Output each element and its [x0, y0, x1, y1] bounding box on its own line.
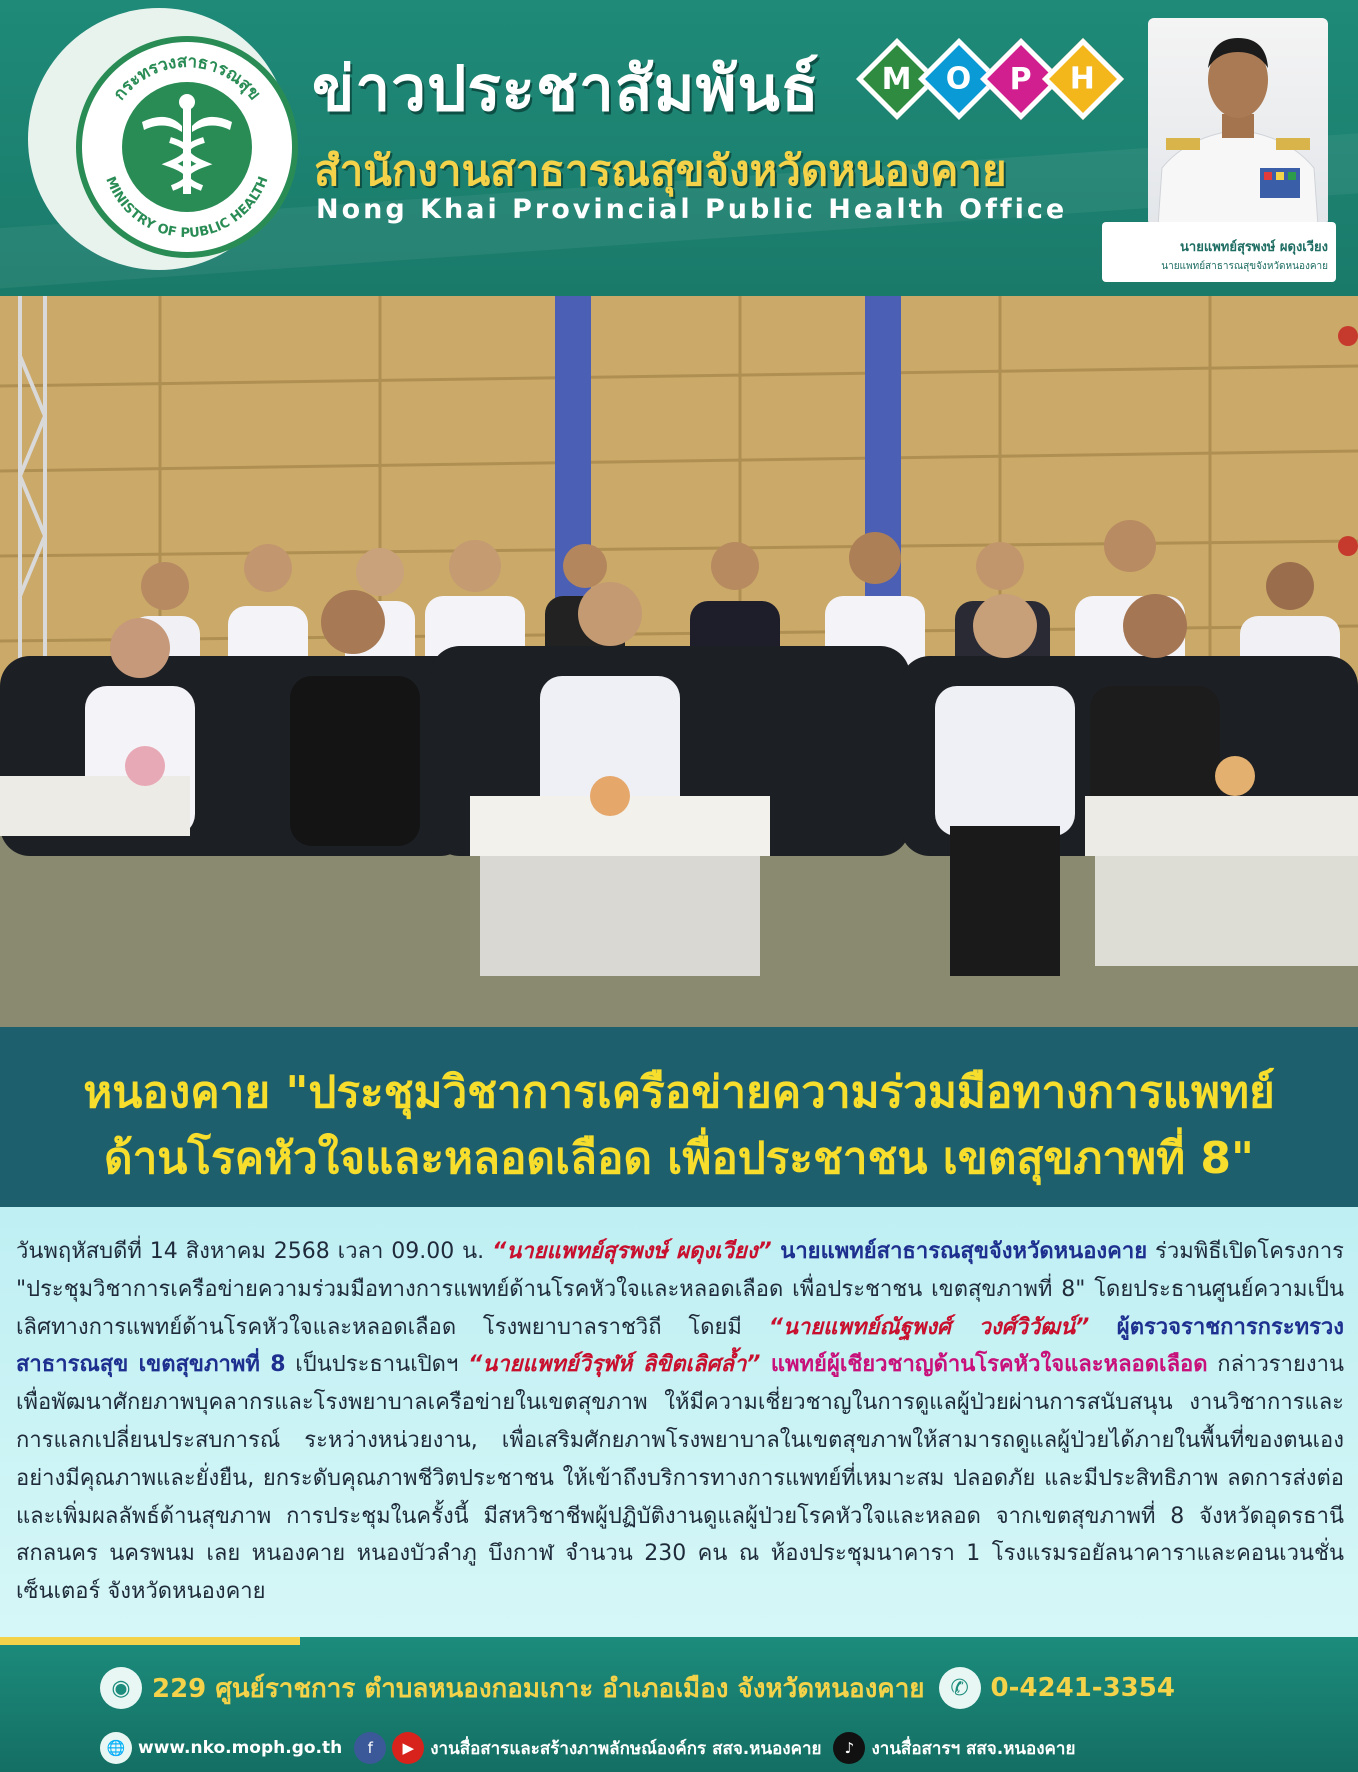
caduceus-icon	[122, 82, 252, 212]
office-name-english: Nong Khai Provincial Public Health Office	[316, 194, 1068, 225]
moph-letter: P	[980, 38, 1062, 120]
header-banner	[0, 0, 1358, 296]
footer-social-row	[100, 1731, 1087, 1765]
headline-line-1: หนองคาย "ประชุมวิชาการเครือข่ายความร่วมมือทางการแพทย์	[83, 1067, 1275, 1118]
moph-letter: H	[1042, 38, 1124, 120]
facebook-icon[interactable]: f	[354, 1732, 386, 1764]
svg-text:กระทรวงสาธารณสุข: กระทรวงสาธารณสุข	[109, 51, 265, 105]
person-title-1: นายแพทย์สาธารณสุขจังหวัดหนองคาย	[771, 1239, 1148, 1264]
svg-text:MINISTRY OF PUBLIC HEALTH: MINISTRY OF PUBLIC HEALTH	[102, 174, 272, 242]
body-paragraph: วันพฤหัสบดีที่ 14 สิงหาคม 2568 เวลา 09.00 น. “นายแพทย์สุรพงษ์ ผดุงเวียง” นายแพทย์สาธารณสุขจังหวัดหนองคาย ร่วมพิธีเปิดโครงการ "ประชุมวิชาการเครือข่ายความร่วมมือทางการแพทย์ด้านโรคหัวใจและหลอดเลือด เพื่อประชาชน เขตสุขภาพที่ 8" โดยประธานศูนย์ความเป็นเลิศทางการแพทย์ด้านโรคหัวใจและหลอดเลือด โรงพยาบาลราชวิถี โดยมี “นายแพทย์ณัฐพงศ์ วงศ์วิวัฒน์” ผู้ตรวจราชการกระทรวงสาธารณสุข เขตสุขภาพที่ 8 เป็นประธานเปิดฯ “นายแพทย์วิรุฬห์ ลิขิตเลิศล้ำ” แพทย์ผู้เชียวชาญด้านโรคหัวใจและหลอดเลือด กล่าวรายงาน เพื่อพัฒนาศักยภาพบุคลากรและโรงพยาบาลเครือข่ายในเขตสุขภาพ ให้มีความเชี่ยวชาญในการดูแลผู้ป่วยผ่านการสนับสนุน งานวิชาการและการแลกเปลี่ยนประสบการณ์ ระหว่างหน่วยงาน, เพื่อเสริมศักยภาพโรงพยาบาลในเขตสุขภาพให้สามารถดูแลผู้ป่วยได้ภายในพื้นที่ของตนเองอย่างมีคุณภาพและยั่งยืน, ยกระดับคุณภาพชีวิตประชาชน ให้เข้าถึงบริการทางการแพทย์ที่เหมาะสม ปลอดภัย และมีประสิทธิภาพ ลดการส่งต่อ และเพิ่มผลลัพธ์ด้านสุขภาพ การประชุมในครั้งนี้ มีสหวิชาชีพผู้ปฏิบัติงานดูแลผู้ป่วยโรคหัวใจและหลอด จากเขตสุขภาพที่ 8 จังหวัดอุดรธานี สกลนคร นครพนม เลย หนองคาย หนองบัวลำภู บึงกาฬ จำนวน 230 คน ณ ห้องประชุมนาคารา 1 โรงแรมรอยัลนาคาราและคอนเวนชั่นเซ็นเตอร์ จังหวัดหนองคาย	[16, 1239, 1344, 1605]
phone-icon: ✆	[939, 1667, 981, 1709]
footer-address-row	[100, 1665, 1175, 1711]
official-position: นายแพทย์สาธารณสุขจังหวัดหนองคาย	[1161, 261, 1328, 272]
tiktok-link[interactable]: งานสื่อสารฯ สสจ.หนองคาย	[871, 1738, 1076, 1759]
page-title: ข่าวประชาสัมพันธ์	[312, 52, 820, 125]
person-name-2: “นายแพทย์ณัฐพงศ์ วงศ์วิวัฒน์”	[768, 1314, 1090, 1340]
official-portrait	[1148, 18, 1328, 226]
moph-logo	[76, 36, 298, 258]
person-title-2: ผู้ตรวจราชการกระทรวงสาธารณสุข เขตสุขภาพที่ 8	[16, 1314, 1344, 1378]
official-name: นายแพทย์สุรพงษ์ ผดุงเวียง	[1180, 240, 1328, 255]
person-name-1: “นายแพทย์สุรพงษ์ ผดุงเวียง”	[492, 1239, 772, 1264]
footer-accent-bar	[0, 1637, 300, 1645]
office-phone[interactable]: 0-4241-3354	[990, 1673, 1175, 1703]
office-name-thai: สำนักงานสาธารณสุขจังหวัดหนองคาย	[314, 146, 1007, 195]
person-title-3: แพทย์ผู้เชียวชาญด้านโรคหัวใจและหลอดเลือด	[760, 1352, 1208, 1378]
youtube-icon[interactable]: ▶	[392, 1732, 424, 1764]
caduceus-emblem	[122, 82, 252, 212]
office-address: 229 ศูนย์ราชการ ตำบลหนองกอมเกาะ อำเภอเมือง จังหวัดหนองคาย	[152, 1673, 925, 1704]
www-icon: 🌐	[100, 1732, 132, 1764]
person-name-3: “นายแพทย์วิรุฬห์ ลิขิตเลิศล้ำ”	[468, 1352, 761, 1378]
official-name-card	[1102, 222, 1336, 282]
moph-badge	[868, 50, 1112, 116]
footer-contact	[0, 1637, 1358, 1772]
website-link[interactable]: www.nko.moph.go.th	[138, 1738, 343, 1758]
headline-line-2: ด้านโรคหัวใจและหลอดเลือด เพื่อประชาชน เขตสุขภาพที่ 8"	[104, 1133, 1254, 1184]
event-photo	[0, 296, 1358, 1027]
moph-letter: O	[918, 38, 1000, 120]
news-body	[0, 1207, 1358, 1637]
moph-letter: M	[856, 38, 938, 120]
news-headline	[0, 1027, 1358, 1207]
tiktok-icon[interactable]: ♪	[833, 1732, 865, 1764]
logo-backdrop	[28, 8, 290, 270]
map-icon: ◉	[100, 1667, 142, 1709]
facebook-page-link[interactable]: งานสื่อสารและสร้างภาพลักษณ์องค์กร สสจ.หนองคาย	[430, 1738, 822, 1759]
